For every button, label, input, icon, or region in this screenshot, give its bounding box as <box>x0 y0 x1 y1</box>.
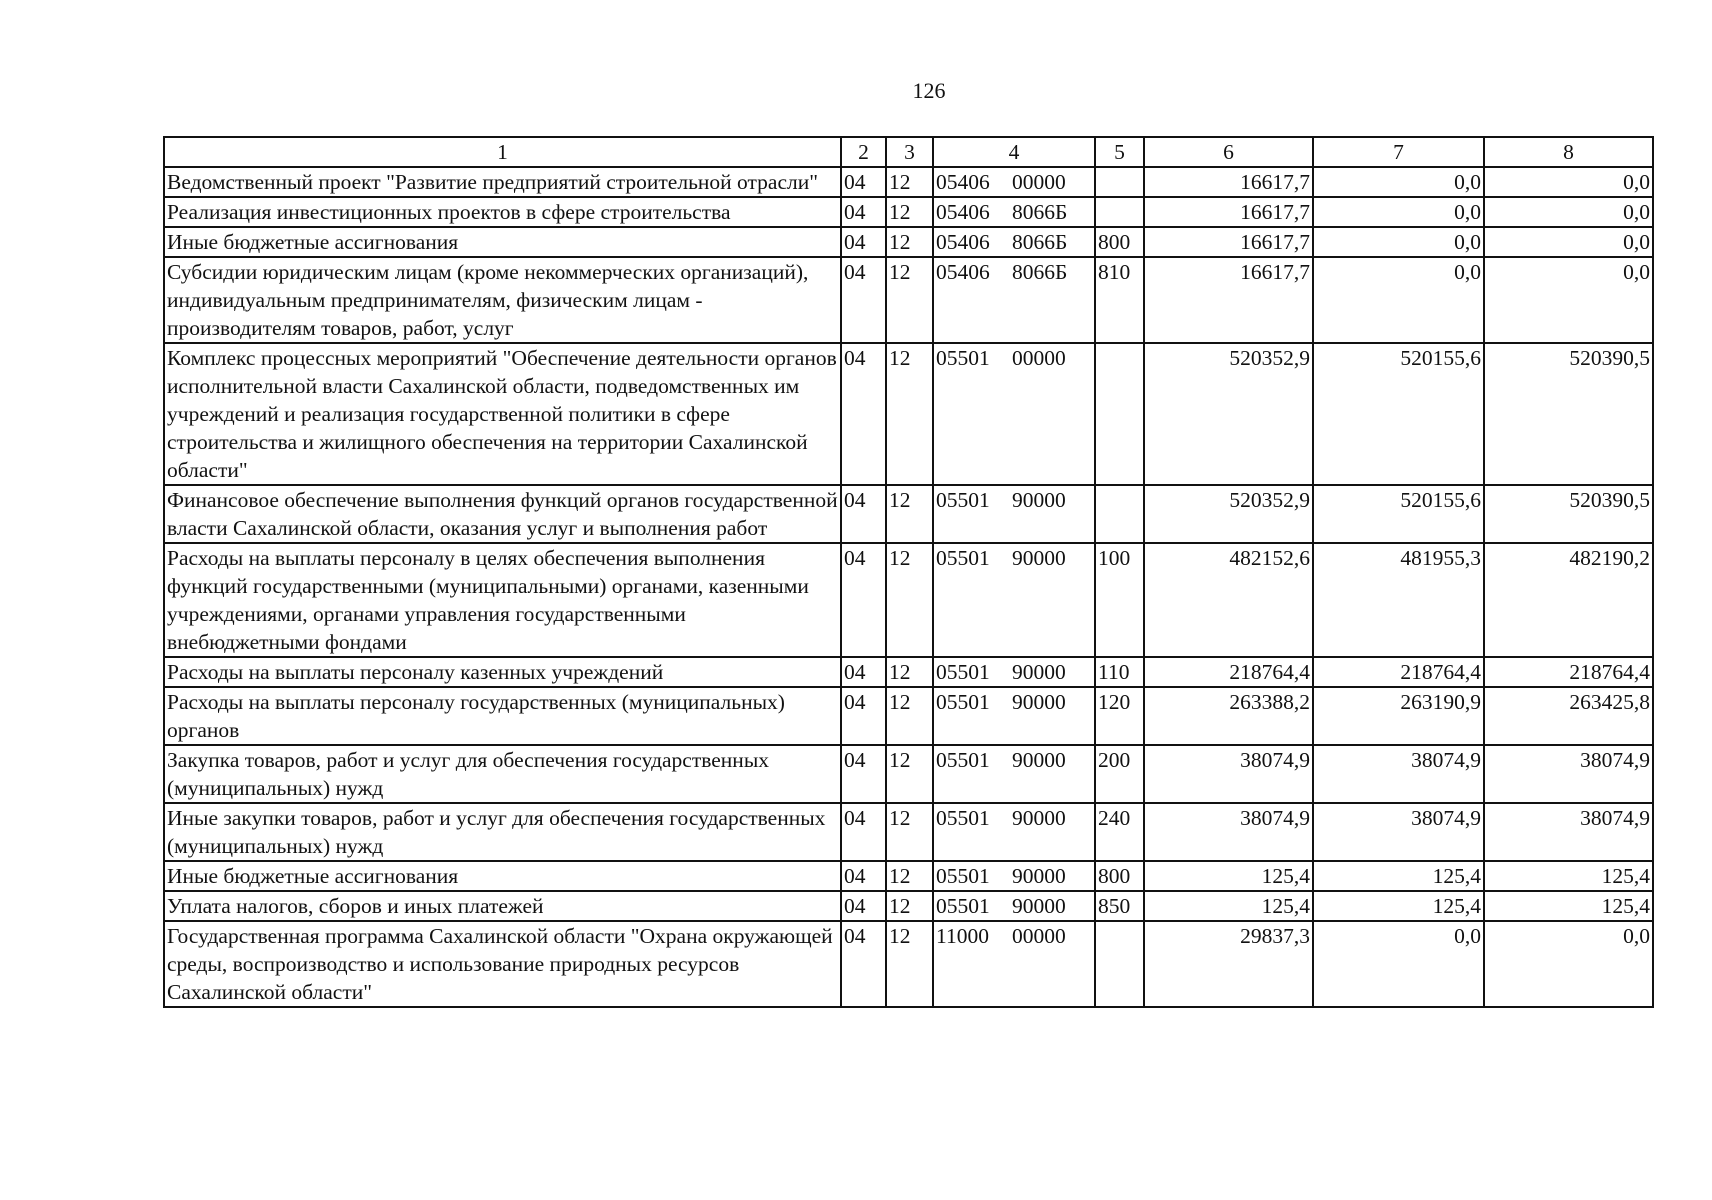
section-code: 04 <box>841 343 886 485</box>
amount-col7: 0,0 <box>1313 197 1484 227</box>
amount-col6: 16617,7 <box>1144 167 1313 197</box>
target-article-code <box>933 485 1095 543</box>
budget-table <box>163 136 1654 1008</box>
amount-col8: 38074,9 <box>1484 803 1653 861</box>
direction-code: 90000 <box>1012 806 1066 830</box>
program-code: 05406 <box>936 260 990 284</box>
amount-col7: 0,0 <box>1313 921 1484 1007</box>
column-header: 5 <box>1095 137 1144 167</box>
subsection-code: 12 <box>886 485 933 543</box>
target-article-code <box>933 543 1095 657</box>
amount-col6: 218764,4 <box>1144 657 1313 687</box>
expense-type-code <box>1095 343 1144 485</box>
target-article-code <box>933 167 1095 197</box>
direction-code: 90000 <box>1012 690 1066 714</box>
target-article-code <box>933 745 1095 803</box>
direction-code: 8066Б <box>1012 230 1068 254</box>
amount-col6: 520352,9 <box>1144 485 1313 543</box>
amount-col7: 38074,9 <box>1313 745 1484 803</box>
direction-code: 90000 <box>1012 864 1066 888</box>
section-code: 04 <box>841 687 886 745</box>
table-row <box>164 543 1653 657</box>
row-name: Расходы на выплаты персоналу в целях обеспечения выполнения функций государственными (муниципальными) органами, казенными учреждениями, органами управления государственными внебюджетными фондами <box>164 543 841 657</box>
section-code: 04 <box>841 227 886 257</box>
amount-col7: 0,0 <box>1313 227 1484 257</box>
section-code: 04 <box>841 257 886 343</box>
row-name: Ведомственный проект "Развитие предприятий строительной отрасли" <box>164 167 841 197</box>
target-article-code <box>933 343 1095 485</box>
amount-col7: 520155,6 <box>1313 485 1484 543</box>
amount-col6: 125,4 <box>1144 891 1313 921</box>
program-code: 05406 <box>936 200 990 224</box>
page-number: 126 <box>912 78 946 103</box>
direction-code: 00000 <box>1012 346 1066 370</box>
subsection-code: 12 <box>886 657 933 687</box>
section-code: 04 <box>841 745 886 803</box>
table-row <box>164 257 1653 343</box>
row-name: Государственная программа Сахалинской области "Охрана окружающей среды, воспроизводство и использование природных ресурсов Сахалинской области" <box>164 921 841 1007</box>
expense-type-code: 800 <box>1095 861 1144 891</box>
table-row <box>164 657 1653 687</box>
table-body <box>164 167 1653 1007</box>
section-code: 04 <box>841 803 886 861</box>
row-name: Иные закупки товаров, работ и услуг для обеспечения государственных (муниципальных) нужд <box>164 803 841 861</box>
table-row <box>164 803 1653 861</box>
target-article-code <box>933 803 1095 861</box>
expense-type-code: 200 <box>1095 745 1144 803</box>
amount-col8: 0,0 <box>1484 227 1653 257</box>
row-name: Расходы на выплаты персоналу казенных учреждений <box>164 657 841 687</box>
column-header: 4 <box>933 137 1095 167</box>
direction-code: 90000 <box>1012 660 1066 684</box>
direction-code: 00000 <box>1012 170 1066 194</box>
amount-col6: 125,4 <box>1144 861 1313 891</box>
subsection-code: 12 <box>886 227 933 257</box>
program-code: 05501 <box>936 864 990 888</box>
program-code: 05406 <box>936 230 990 254</box>
direction-code: 90000 <box>1012 748 1066 772</box>
amount-col8: 38074,9 <box>1484 745 1653 803</box>
expense-type-code: 240 <box>1095 803 1144 861</box>
table-row <box>164 861 1653 891</box>
direction-code: 90000 <box>1012 488 1066 512</box>
target-article-code <box>933 687 1095 745</box>
direction-code: 8066Б <box>1012 260 1068 284</box>
expense-type-code: 810 <box>1095 257 1144 343</box>
amount-col7: 0,0 <box>1313 257 1484 343</box>
section-code: 04 <box>841 197 886 227</box>
program-code: 05501 <box>936 660 990 684</box>
table-row <box>164 687 1653 745</box>
section-code: 04 <box>841 891 886 921</box>
amount-col7: 38074,9 <box>1313 803 1484 861</box>
section-code: 04 <box>841 167 886 197</box>
subsection-code: 12 <box>886 343 933 485</box>
program-code: 05406 <box>936 170 990 194</box>
section-code: 04 <box>841 543 886 657</box>
section-code: 04 <box>841 921 886 1007</box>
section-code: 04 <box>841 657 886 687</box>
column-header: 3 <box>886 137 933 167</box>
subsection-code: 12 <box>886 745 933 803</box>
amount-col6: 38074,9 <box>1144 803 1313 861</box>
subsection-code: 12 <box>886 167 933 197</box>
subsection-code: 12 <box>886 687 933 745</box>
amount-col8: 125,4 <box>1484 861 1653 891</box>
row-name: Закупка товаров, работ и услуг для обеспечения государственных (муниципальных) нужд <box>164 745 841 803</box>
subsection-code: 12 <box>886 257 933 343</box>
direction-code: 90000 <box>1012 894 1066 918</box>
amount-col8: 125,4 <box>1484 891 1653 921</box>
amount-col8: 218764,4 <box>1484 657 1653 687</box>
direction-code: 8066Б <box>1012 200 1068 224</box>
subsection-code: 12 <box>886 861 933 891</box>
table-row <box>164 167 1653 197</box>
amount-col8: 482190,2 <box>1484 543 1653 657</box>
amount-col7: 0,0 <box>1313 167 1484 197</box>
column-header: 8 <box>1484 137 1653 167</box>
row-name: Иные бюджетные ассигнования <box>164 861 841 891</box>
expense-type-code <box>1095 921 1144 1007</box>
expense-type-code <box>1095 167 1144 197</box>
header-row <box>164 137 1653 167</box>
program-code: 05501 <box>936 690 990 714</box>
direction-code: 00000 <box>1012 924 1066 948</box>
table-row <box>164 745 1653 803</box>
table-row <box>164 485 1653 543</box>
subsection-code: 12 <box>886 803 933 861</box>
expense-type-code: 850 <box>1095 891 1144 921</box>
direction-code: 90000 <box>1012 546 1066 570</box>
expense-type-code: 100 <box>1095 543 1144 657</box>
program-code: 05501 <box>936 748 990 772</box>
expense-type-code: 800 <box>1095 227 1144 257</box>
program-code: 05501 <box>936 546 990 570</box>
amount-col7: 125,4 <box>1313 861 1484 891</box>
expense-type-code <box>1095 197 1144 227</box>
amount-col6: 520352,9 <box>1144 343 1313 485</box>
target-article-code <box>933 891 1095 921</box>
table-row <box>164 921 1653 1007</box>
column-header: 6 <box>1144 137 1313 167</box>
amount-col7: 481955,3 <box>1313 543 1484 657</box>
row-name: Комплекс процессных мероприятий "Обеспечение деятельности органов исполнительной власти Сахалинской области, подведомственных им учреждений и реализация государственной политики в сфере строительства и жилищного обеспечения на территории Сахалинской области" <box>164 343 841 485</box>
row-name: Реализация инвестиционных проектов в сфере строительства <box>164 197 841 227</box>
target-article-code <box>933 257 1095 343</box>
amount-col7: 520155,6 <box>1313 343 1484 485</box>
expense-type-code <box>1095 485 1144 543</box>
amount-col8: 520390,5 <box>1484 485 1653 543</box>
target-article-code <box>933 657 1095 687</box>
amount-col8: 263425,8 <box>1484 687 1653 745</box>
table-row <box>164 197 1653 227</box>
amount-col6: 16617,7 <box>1144 257 1313 343</box>
subsection-code: 12 <box>886 543 933 657</box>
amount-col6: 16617,7 <box>1144 197 1313 227</box>
table-row <box>164 891 1653 921</box>
subsection-code: 12 <box>886 921 933 1007</box>
row-name: Расходы на выплаты персоналу государственных (муниципальных) органов <box>164 687 841 745</box>
program-code: 05501 <box>936 488 990 512</box>
amount-col8: 0,0 <box>1484 197 1653 227</box>
amount-col8: 0,0 <box>1484 921 1653 1007</box>
amount-col7: 125,4 <box>1313 891 1484 921</box>
target-article-code <box>933 197 1095 227</box>
amount-col8: 0,0 <box>1484 167 1653 197</box>
subsection-code: 12 <box>886 891 933 921</box>
table-row <box>164 343 1653 485</box>
row-name: Иные бюджетные ассигнования <box>164 227 841 257</box>
amount-col7: 263190,9 <box>1313 687 1484 745</box>
section-code: 04 <box>841 485 886 543</box>
expense-type-code: 120 <box>1095 687 1144 745</box>
table-row <box>164 227 1653 257</box>
program-code: 05501 <box>936 346 990 370</box>
row-name: Уплата налогов, сборов и иных платежей <box>164 891 841 921</box>
row-name: Субсидии юридическим лицам (кроме некоммерческих организаций), индивидуальным предпринимателям, физическим лицам - производителям товаров, работ, услуг <box>164 257 841 343</box>
amount-col6: 263388,2 <box>1144 687 1313 745</box>
column-header: 7 <box>1313 137 1484 167</box>
section-code: 04 <box>841 861 886 891</box>
amount-col6: 482152,6 <box>1144 543 1313 657</box>
row-name: Финансовое обеспечение выполнения функций органов государственной власти Сахалинской области, оказания услуг и выполнения работ <box>164 485 841 543</box>
column-header: 2 <box>841 137 886 167</box>
expense-type-code: 110 <box>1095 657 1144 687</box>
program-code: 11000 <box>936 924 989 948</box>
amount-col6: 38074,9 <box>1144 745 1313 803</box>
amount-col8: 520390,5 <box>1484 343 1653 485</box>
subsection-code: 12 <box>886 197 933 227</box>
target-article-code <box>933 861 1095 891</box>
amount-col6: 29837,3 <box>1144 921 1313 1007</box>
target-article-code <box>933 921 1095 1007</box>
amount-col7: 218764,4 <box>1313 657 1484 687</box>
target-article-code <box>933 227 1095 257</box>
program-code: 05501 <box>936 806 990 830</box>
column-header: 1 <box>164 137 841 167</box>
program-code: 05501 <box>936 894 990 918</box>
amount-col6: 16617,7 <box>1144 227 1313 257</box>
amount-col8: 0,0 <box>1484 257 1653 343</box>
